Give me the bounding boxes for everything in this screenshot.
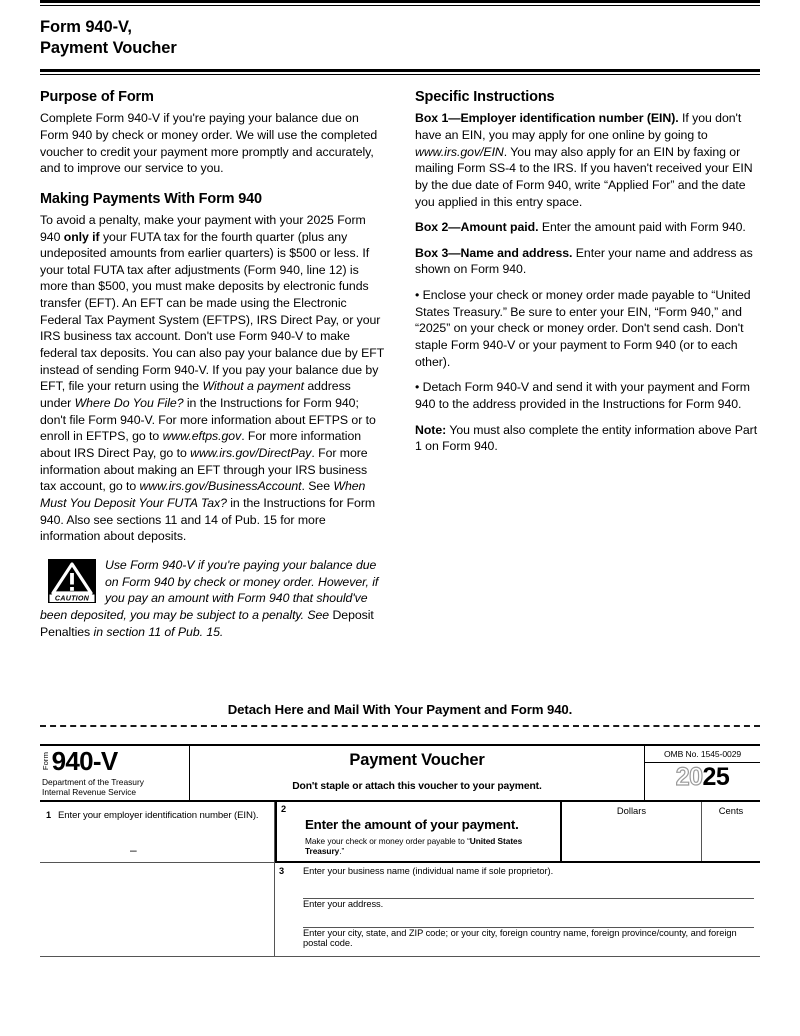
agency-line-2: Internal Revenue Service (42, 787, 137, 798)
dollars-label: Dollars (616, 805, 647, 817)
caution-text-b: in section 11 of Pub. 15. (90, 624, 224, 639)
omb-number: OMB No. 1545-0029 (645, 746, 760, 763)
voucher-box-3-name-address[interactable] (275, 863, 760, 956)
voucher-title-block (190, 746, 644, 800)
box2-label: Box 2—Amount paid. (415, 220, 539, 235)
specific-instructions-heading: Specific Instructions (415, 89, 555, 106)
note-text: You must also complete the entity information above Part 1 on Form 940. (415, 422, 758, 454)
voucher-subtitle: Don't staple or attach this voucher to your payment. (292, 781, 542, 793)
voucher-body (40, 802, 760, 956)
box2-text: Enter the amount paid with Form 940. (538, 220, 746, 235)
box3-text: Enter your name and address as shown on Form 940. (415, 245, 753, 277)
mp-link-directpay: www.irs.gov/DirectPay (190, 446, 312, 461)
bullet-detach-form: • Detach Form 940-V and send it with your payment and Form 940 to the address provided in the Instructions for Form 940. (415, 380, 750, 412)
payment-voucher (40, 744, 760, 957)
purpose-of-form-text: Complete Form 940-V if you're paying your balance due on Form 940 by check or money order. We will use the completed voucher to credit your payment more promptly and accurately, and to improve our service to you. (40, 111, 378, 176)
omb-block (644, 746, 760, 800)
right-column (415, 89, 760, 640)
voucher-amount-row (275, 802, 760, 863)
voucher-box-2-amount[interactable] (275, 802, 562, 861)
ein-separator-dash: – (130, 843, 137, 858)
box1-label: Box 1—Employer identification number (EIN). (415, 111, 679, 126)
mp-seg-e: . For more information about IRS Direct Pay, go to (40, 429, 362, 461)
mp-seg-a: To avoid a penalty, make your payment with your 2025 Form 940 (40, 212, 366, 244)
caution-text-deposit-penalties: Deposit Penalties (40, 607, 374, 639)
amount-dollars-field[interactable] (562, 802, 702, 861)
note-entity-information (415, 422, 760, 455)
voucher-left-blank-area (40, 863, 274, 956)
mp-seg-f: . For more information about making an EFT through your IRS business tax account, go to (40, 446, 368, 494)
box2-sub-a: Make your check or money order payable to “ (305, 836, 470, 847)
making-payments-text (40, 212, 385, 545)
tax-year-prefix: 20 (675, 763, 703, 792)
caution-icon (48, 559, 96, 603)
page-title-line2: Payment Voucher (40, 39, 177, 58)
box1-text-b: . You may also apply for an EIN by faxing or mailing Form SS-4 to the IRS. If you haven't received your EIN by the due date of Form 940, write “Applied For” and the date you applied in this entry space. (415, 144, 753, 209)
left-column (40, 89, 385, 640)
box2-sub-b: .” (339, 846, 345, 857)
mp-italic-without-a-payment: Without a payment (202, 379, 305, 394)
voucher-right-column (275, 802, 760, 956)
cents-label: Cents (718, 805, 744, 817)
mp-seg-h: in the Instructions for Form 940. Also see sections 11 and 14 of Pub. 15 for more information about deposits. (40, 496, 376, 544)
mp-only-if: only if (63, 229, 100, 244)
box1-text-a: If you don't have an EIN, you may apply for one online by going to (415, 111, 742, 142)
box3-instruction (415, 245, 760, 278)
voucher-box-2-subtitle (305, 836, 554, 856)
form-word-label: Form (41, 751, 50, 770)
detach-dashed-line (40, 725, 760, 727)
making-payments-heading: Making Payments With Form 940 (40, 190, 262, 207)
voucher-header (40, 746, 760, 802)
instructions-columns (40, 75, 760, 640)
page-title-line1: Form 940-V, (40, 18, 132, 36)
issuing-agency (42, 777, 183, 798)
purpose-of-form-heading: Purpose of Form (40, 89, 154, 106)
voucher-bottom-rule (40, 956, 760, 957)
detach-here-heading: Detach Here and Mail With Your Payment and Form 940. (227, 702, 573, 718)
voucher-box-1-number: 1 (46, 810, 52, 821)
amount-cents-field[interactable] (702, 802, 760, 861)
voucher-box-1-caption: Enter your employer identification number (EIN). (58, 810, 259, 822)
voucher-box-2-number: 2 (281, 804, 287, 815)
business-name-caption: Enter your business name (individual name if sole proprietor). (303, 866, 554, 877)
box1-link-ein: www.irs.gov/EIN (415, 144, 504, 159)
agency-line-1: Department of the Treasury (42, 776, 144, 787)
voucher-box-3-number: 3 (279, 866, 285, 877)
mp-italic-when-must-you-deposit: When Must You Deposit Your FUTA Tax? (40, 479, 366, 510)
caution-note (40, 557, 385, 640)
tax-year (645, 763, 760, 790)
voucher-box-1-ein[interactable] (40, 802, 274, 863)
mp-seg-d: in the Instructions for Form 940; don't file Form 940-V. For more information about EFTPS or to enroll in EFTPS, go to (40, 396, 376, 444)
page-title (40, 6, 760, 69)
voucher-left-column (40, 802, 275, 956)
mp-italic-where-do-you-file: Where Do You File? (74, 396, 184, 411)
voucher-title: Payment Voucher (349, 751, 485, 770)
mp-link-businessaccount: www.irs.gov/BusinessAccount (139, 479, 302, 494)
voucher-form-identifier (40, 746, 190, 800)
box2-instruction (415, 219, 760, 236)
box1-instruction (415, 110, 760, 210)
box3-label: Box 3—Name and address. (415, 245, 573, 260)
caution-text-a: Use Form 940-V if you're paying your balance due on Form 940 by check or money order. However, if you pay an amount with Form 940 that should've been deposited, you may be subject to a penalty. See (40, 557, 379, 622)
address-entry-space[interactable] (281, 909, 754, 927)
note-label: Note: (415, 422, 447, 437)
city-state-zip-caption: Enter your city, state, and ZIP code; or your city, foreign country name, foreign province/county, and foreign postal code. (303, 928, 737, 949)
svg-text:CAUTION: CAUTION (54, 593, 90, 603)
tax-year-suffix: 25 (702, 763, 730, 792)
mp-seg-b: your FUTA tax for the fourth quarter (plus any undeposited amounts from earlier quarters) is $500 or less. If your total FUTA tax after adjustments (Form 940, line 12) is more than $500, you must make deposits by electronic funds transfer (EFT). An EFT can be made using the Electronic Federal Tax Payment System (EFTPS), IRS Direct Pay, or your IRS business tax account. Don't use Form 940-V to make federal tax deposits. You can also pay your balance due by EFT instead of sending Form 940-V. If you pay your balance due by EFT, file your return using the (40, 229, 384, 394)
voucher-box-2-title: Enter the amount of your payment. (305, 817, 519, 833)
mp-link-eftps: www.eftps.gov (162, 429, 242, 444)
mp-seg-c: address under (40, 379, 351, 411)
business-name-entry-space[interactable] (281, 876, 754, 898)
mp-seg-g: . See (301, 479, 334, 494)
address-caption: Enter your address. (303, 899, 384, 910)
box2-payee: United States Treasury (305, 836, 523, 857)
bullet-enclose-check: • Enclose your check or money order made payable to “United States Treasury.” Be sure to enter your EIN, “Form 940,” and “2025” on your check or money order. Don't send cash. Don't staple Form 940-V or your payment to Form 940 (or to each other). (415, 288, 751, 369)
form-number: 940-V (51, 746, 118, 777)
